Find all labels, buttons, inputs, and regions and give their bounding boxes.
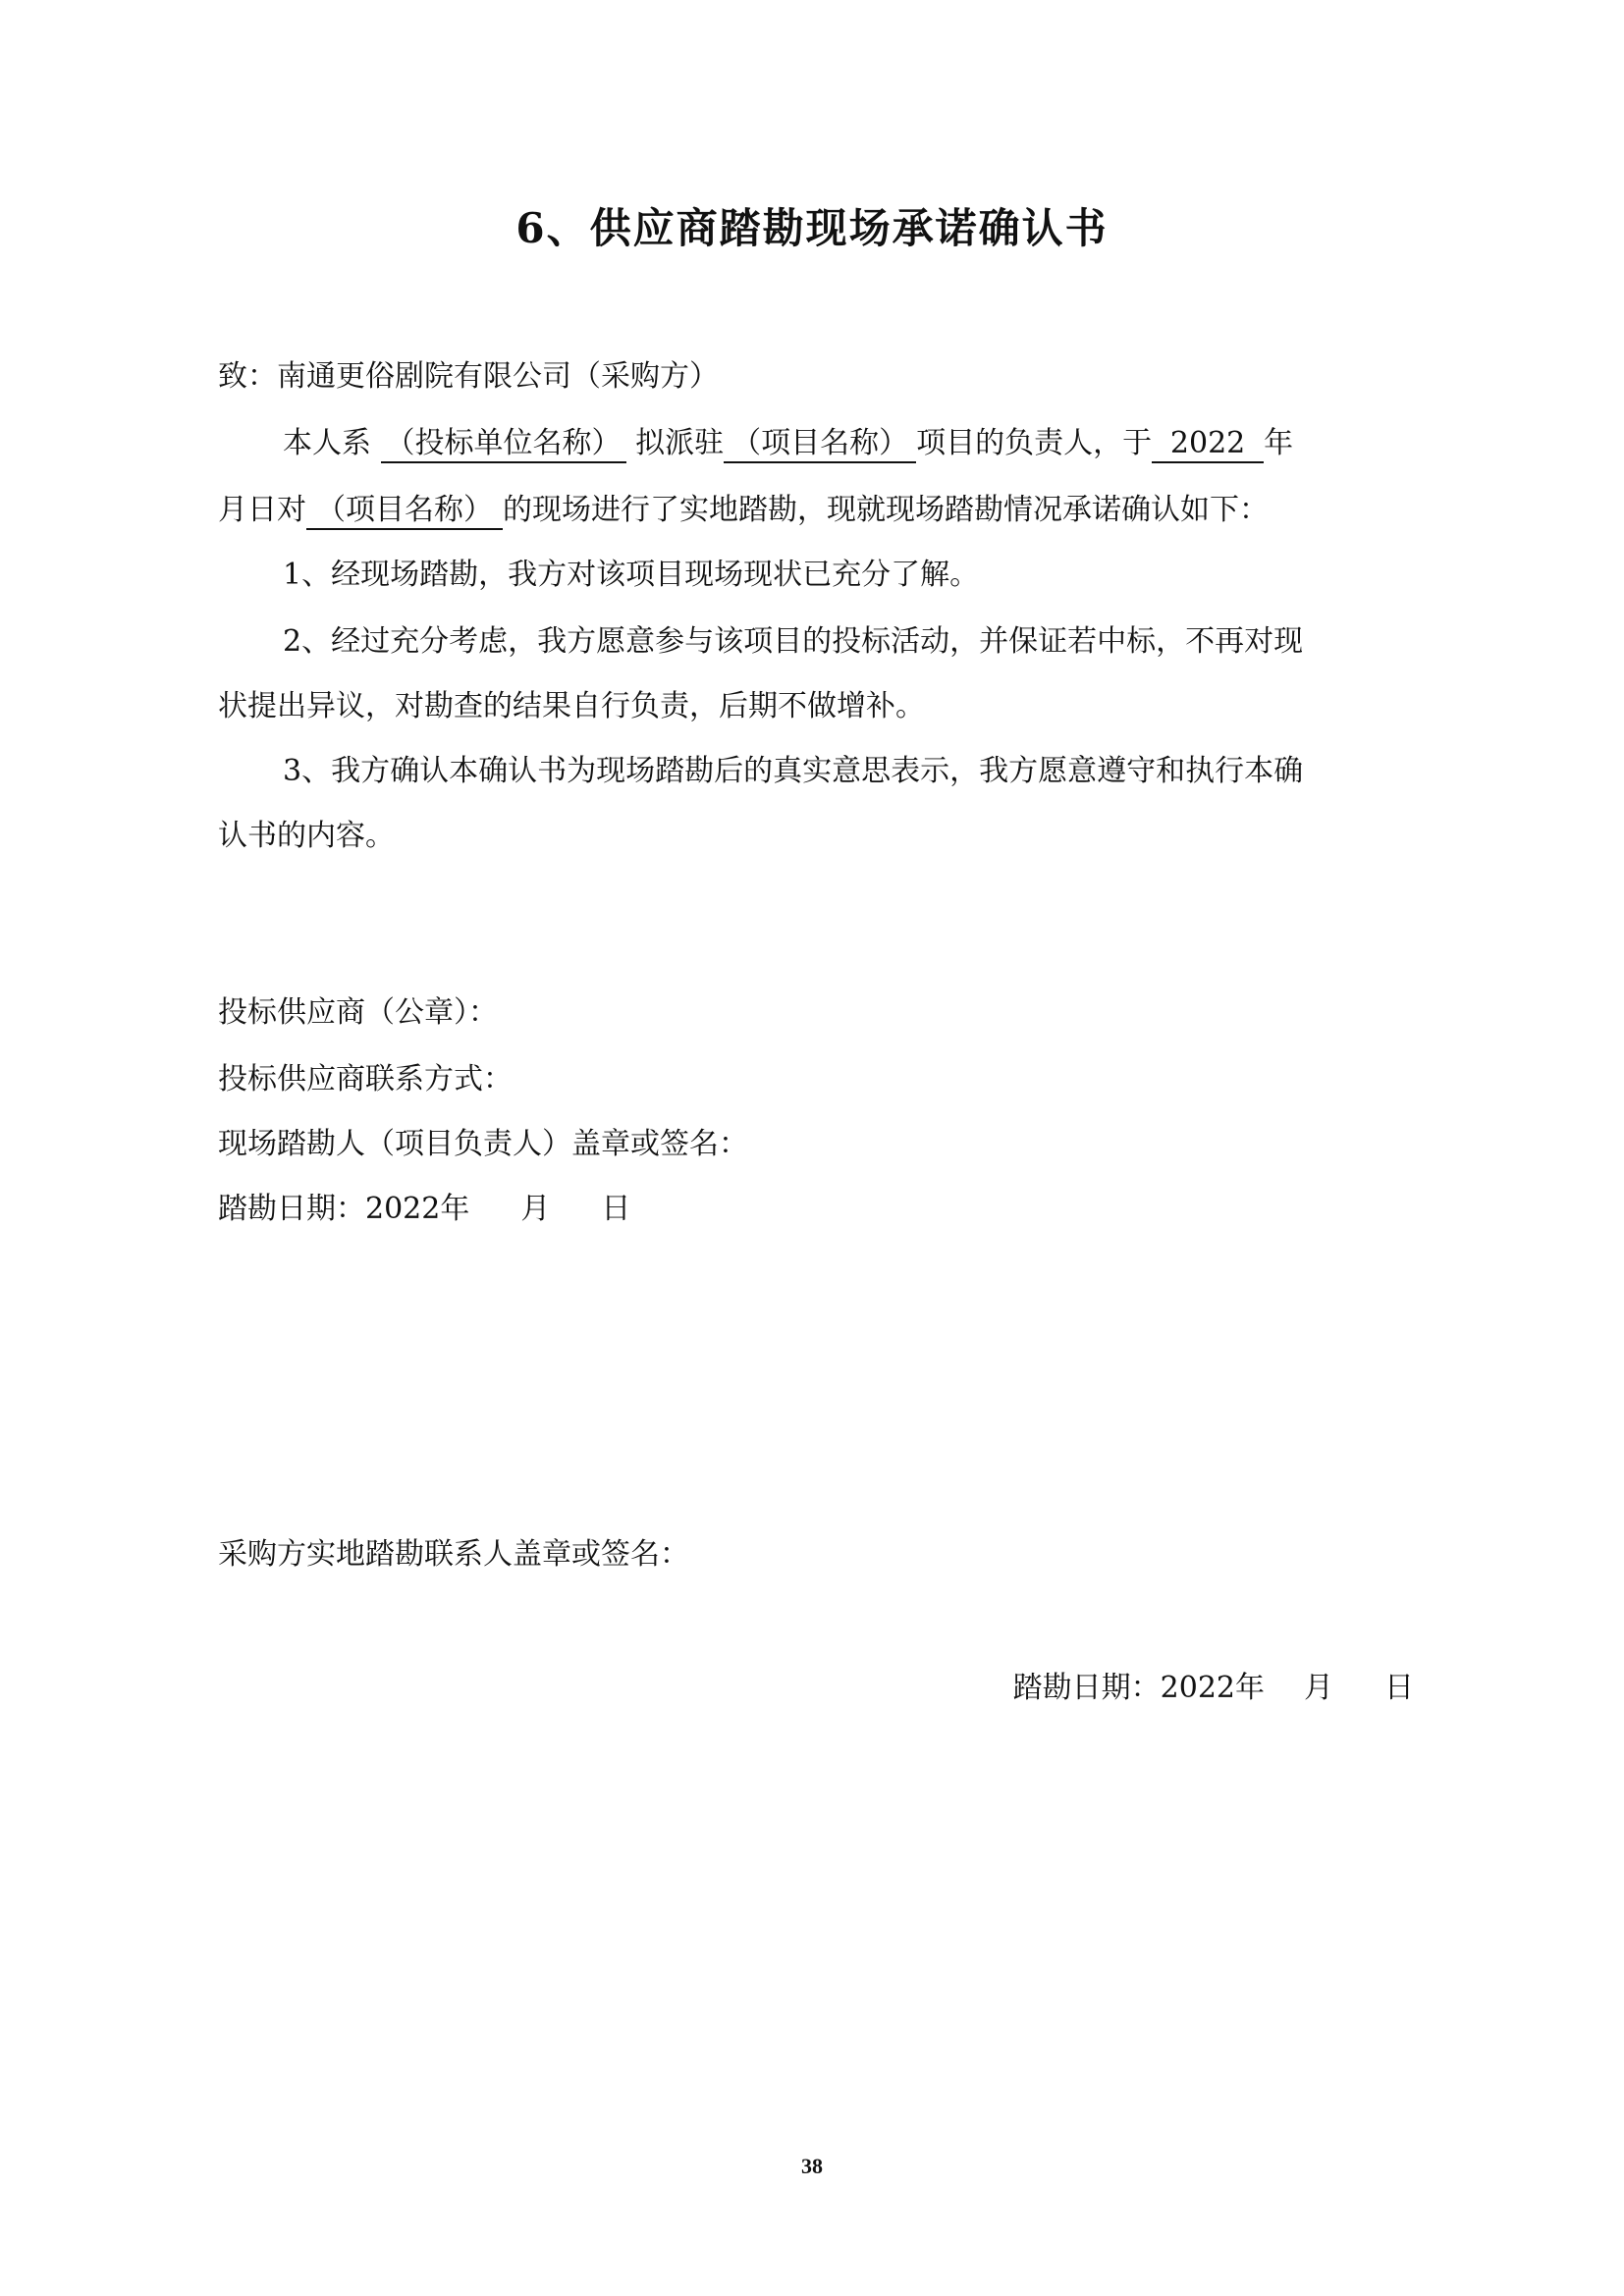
inspection-date-month: 月 <box>520 1192 551 1226</box>
commitment-item-2-line-2: 状提出异议，对勘查的结果自行负责，后期不做增补。 <box>218 689 925 723</box>
intro-text-6: 的现场进行了实地踏勘，现就现场踏勘情况承诺确认如下： <box>503 493 1269 527</box>
inspector-signature-line: 现场踏勘人（项目负责人）盖章或签名： <box>218 1127 748 1161</box>
inspection-date-label: 踏勘日期：2022年 <box>218 1192 470 1226</box>
paragraph-intro-line-2 <box>218 491 1269 530</box>
commitment-item-2-line-1: 2、经过充分考虑，我方愿意参与该项目的投标活动，并保证若中标，不再对现 <box>283 624 1304 659</box>
purchaser-date-day: 日 <box>1384 1671 1414 1705</box>
supplier-contact-line: 投标供应商联系方式： <box>218 1062 513 1096</box>
intro-text-1: 本人系 <box>283 426 381 460</box>
intro-text-4: 年 <box>1264 426 1294 460</box>
page-title: 6、供应商踏勘现场承诺确认书 <box>515 204 1109 252</box>
intro-text-3: 项目的负责人，于 <box>916 426 1153 460</box>
commitment-item-3-line-1: 3、我方确认本确认书为现场踏勘后的真实意思表示，我方愿意遵守和执行本确 <box>283 754 1304 788</box>
purchaser-date-month: 月 <box>1304 1671 1333 1705</box>
bidder-name-blank: （投标单位名称） <box>381 426 626 463</box>
intro-text-5: 月日对 <box>218 493 306 527</box>
project-name-blank: （项目名称） <box>724 426 916 463</box>
page-number: 38 <box>801 2154 823 2178</box>
commitment-item-1: 1、经现场踏勘，我方对该项目现场现状已充分了解。 <box>283 558 980 592</box>
addressee-line: 致：南通更俗剧院有限公司（采购方） <box>218 359 719 394</box>
supplier-seal-line: 投标供应商（公章）： <box>218 995 498 1030</box>
purchaser-date-label: 踏勘日期：2022年 <box>1012 1671 1265 1705</box>
intro-text-2: 拟派驻 <box>625 426 725 460</box>
year-blank: 2022 <box>1152 426 1264 463</box>
commitment-item-3-line-2: 认书的内容。 <box>218 819 395 853</box>
paragraph-intro-line-1 <box>283 424 1293 463</box>
purchaser-signature-line: 采购方实地踏勘联系人盖章或签名： <box>218 1537 689 1572</box>
project-name-blank-2: （项目名称） <box>306 493 503 530</box>
inspection-date-day: 日 <box>601 1192 631 1226</box>
purchaser-date-line <box>1013 1669 1414 1708</box>
inspection-date-line <box>218 1190 630 1229</box>
